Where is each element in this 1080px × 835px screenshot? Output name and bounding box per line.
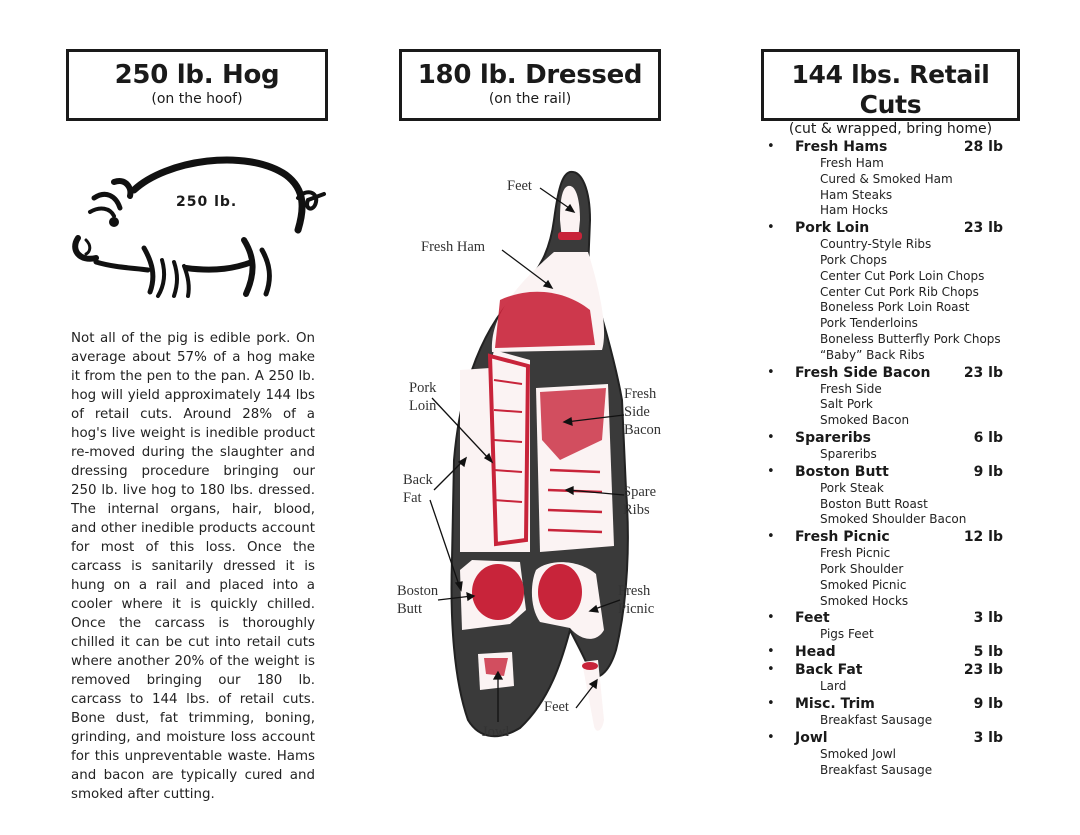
bullet-icon: • — [767, 662, 775, 678]
retail-cut-weight: 9 lb — [973, 695, 1003, 712]
retail-cut-item: Fresh Side — [820, 381, 882, 396]
dressed-subtitle: (on the rail) — [488, 91, 572, 107]
label-boston-butt-1: Boston — [397, 583, 439, 599]
retail-cut-item: Spareribs — [820, 446, 877, 461]
retail-cut-item: Smoked Jowl — [820, 746, 897, 761]
label-fresh-ham: Fresh Ham — [421, 239, 486, 255]
label-fresh-picnic-1: Fresh — [618, 583, 651, 599]
label-boston-butt-2: Butt — [397, 601, 422, 617]
pig-outline-icon — [66, 150, 336, 300]
retail-cut-item: Breakfast Sausage — [820, 762, 933, 777]
retail-cut-name: Feet — [795, 610, 830, 627]
bullet-icon: • — [767, 463, 775, 479]
dressed-title: 180 lb. Dressed — [417, 60, 643, 90]
bullet-icon: • — [767, 729, 775, 745]
label-pork-loin-1: Pork — [409, 380, 437, 396]
retail-cut-category — [767, 429, 1007, 447]
retail-cut-name: Back Fat — [795, 662, 863, 679]
retail-cut-item: Pork Tenderloins — [820, 316, 918, 331]
bullet-icon: • — [767, 220, 775, 236]
pig-weight-label: 250 lb. — [176, 194, 238, 210]
retail-cut-weight: 5 lb — [973, 644, 1003, 661]
retail-cut-item: Center Cut Pork Loin Chops — [820, 268, 985, 283]
label-back-fat-2: Fat — [403, 490, 422, 506]
label-back-fat-1: Back — [403, 472, 433, 488]
retail-cut-item: Country-Style Ribs — [820, 237, 932, 252]
retail-cut-item: Pork Steak — [820, 480, 884, 495]
retail-cut-name: Boston Butt — [795, 463, 889, 480]
retail-cut-item: “Baby” Back Ribs — [820, 347, 925, 362]
retail-cut-category — [767, 643, 1007, 661]
retail-cut-name: Pork Loin — [795, 220, 870, 237]
retail-cut-weight: 23 lb — [963, 662, 1003, 679]
label-feet-bottom: Feet — [544, 699, 569, 715]
bullet-icon: • — [767, 139, 775, 154]
explanation-paragraph: Not all of the pig is edible pork. On average about 57% of a hog make it from the pen to the pan. A 250 lb. hog will yield approximately 144 lbs of retail cuts. Around 28% of a hog's live weight is inedible product re-moved during the slaughter and dressing procedure bringing our 250 lb. live hog to 180 lbs. dressed. The internal organs, hair, blood, and other inedible products account for most of this loss. Once the carcass is sanitarily dressed it is hung on a rail and placed into a cooler where it is quickly chilled. Once the carcass is thoroughly chilled it can be cut into retail cuts where another 20% of the weight is removed bringing our 180 lb. carcass to 144 lbs. of retail cuts. Bone dust, fat trimming, boning, grinding, and moisture loss account for this unpreventable waste. Hams and bacon are typically cured and smoked after cutting. — [71, 331, 315, 802]
dressed-header-box — [399, 49, 661, 121]
bullet-icon: • — [767, 610, 775, 626]
retail-cut-name: Head — [795, 644, 836, 661]
retail-title: 144 lbs. Retail Cuts — [791, 60, 990, 119]
retail-cut-item: Lard — [820, 679, 847, 694]
retail-cut-item: Smoked Picnic — [820, 577, 907, 592]
retail-cut-category — [767, 609, 1007, 627]
retail-cut-category — [767, 695, 1007, 713]
retail-cut-weight: 9 lb — [973, 463, 1003, 480]
retail-cut-weight: 6 lb — [973, 429, 1003, 446]
retail-cut-item: Boston Butt Roast — [820, 496, 928, 511]
retail-cut-item: Boneless Pork Loin Roast — [820, 300, 970, 315]
retail-cut-item: Boneless Butterfly Pork Chops — [820, 331, 1001, 346]
label-feet-top: Feet — [507, 178, 532, 194]
retail-subtitle: (cut & wrapped, bring home) — [788, 121, 993, 137]
bullet-icon: • — [767, 364, 775, 380]
label-fresh-side-bacon-1: Fresh — [624, 386, 657, 402]
retail-cut-item: Smoked Shoulder Bacon — [820, 512, 967, 527]
label-fresh-side-bacon-3: Bacon — [624, 422, 662, 438]
retail-cut-item: Breakfast Sausage — [820, 712, 933, 727]
retail-cut-item: Ham Hocks — [820, 203, 889, 218]
retail-cut-item: Smoked Bacon — [820, 413, 910, 428]
retail-cut-weight: 28 lb — [963, 139, 1003, 155]
retail-cut-category — [767, 219, 1007, 237]
bullet-icon: • — [767, 695, 775, 711]
label-jowl: Jowl — [482, 724, 510, 740]
bullet-icon: • — [767, 644, 775, 660]
retail-cut-category — [767, 364, 1007, 382]
retail-cut-item: Fresh Ham — [820, 156, 884, 170]
label-spare-ribs-2: Ribs — [623, 502, 650, 518]
retail-cut-item: Pigs Feet — [820, 627, 874, 642]
retail-cut-name: Jowl — [795, 729, 828, 746]
label-fresh-picnic-2: Picnic — [618, 601, 655, 617]
retail-header-box — [761, 49, 1020, 137]
label-fresh-side-bacon-2: Side — [624, 404, 650, 420]
retail-cut-category — [767, 528, 1007, 546]
retail-cut-weight: 23 lb — [963, 220, 1003, 237]
retail-cut-item: Pork Shoulder — [820, 561, 904, 576]
retail-cut-weight: 3 lb — [973, 729, 1003, 746]
bullet-icon: • — [767, 529, 775, 545]
retail-cut-item: Fresh Picnic — [820, 546, 891, 561]
retail-cut-item: Cured & Smoked Ham — [820, 171, 953, 186]
hog-header-box — [66, 49, 328, 121]
retail-cut-weight: 12 lb — [963, 529, 1003, 546]
hog-title: 250 lb. Hog — [114, 60, 280, 90]
bullet-icon: • — [767, 429, 775, 445]
retail-cut-item: Salt Pork — [820, 397, 873, 412]
label-pork-loin-2: Loin — [409, 398, 437, 414]
retail-cut-weight: 23 lb — [963, 364, 1003, 381]
retail-cut-item: Center Cut Pork Rib Chops — [820, 284, 979, 299]
retail-cut-name: Spareribs — [795, 429, 872, 446]
retail-cut-name: Fresh Hams — [795, 139, 888, 155]
hog-subtitle: (on the hoof) — [151, 91, 243, 107]
retail-cut-item: Ham Steaks — [820, 187, 893, 202]
retail-cut-name: Fresh Picnic — [795, 529, 890, 546]
retail-cut-item: Pork Chops — [820, 252, 888, 267]
retail-cut-category — [767, 729, 1007, 747]
retail-cut-weight: 3 lb — [973, 610, 1003, 627]
retail-cut-category — [767, 138, 1007, 156]
label-spare-ribs-1: Spare — [623, 484, 657, 500]
retail-cuts-list — [767, 138, 1007, 778]
retail-cut-category — [767, 463, 1007, 481]
retail-cut-name: Fresh Side Bacon — [795, 364, 931, 381]
retail-cut-item: Smoked Hocks — [820, 593, 909, 608]
retail-cut-category — [767, 661, 1007, 679]
retail-cut-name: Misc. Trim — [795, 695, 875, 712]
